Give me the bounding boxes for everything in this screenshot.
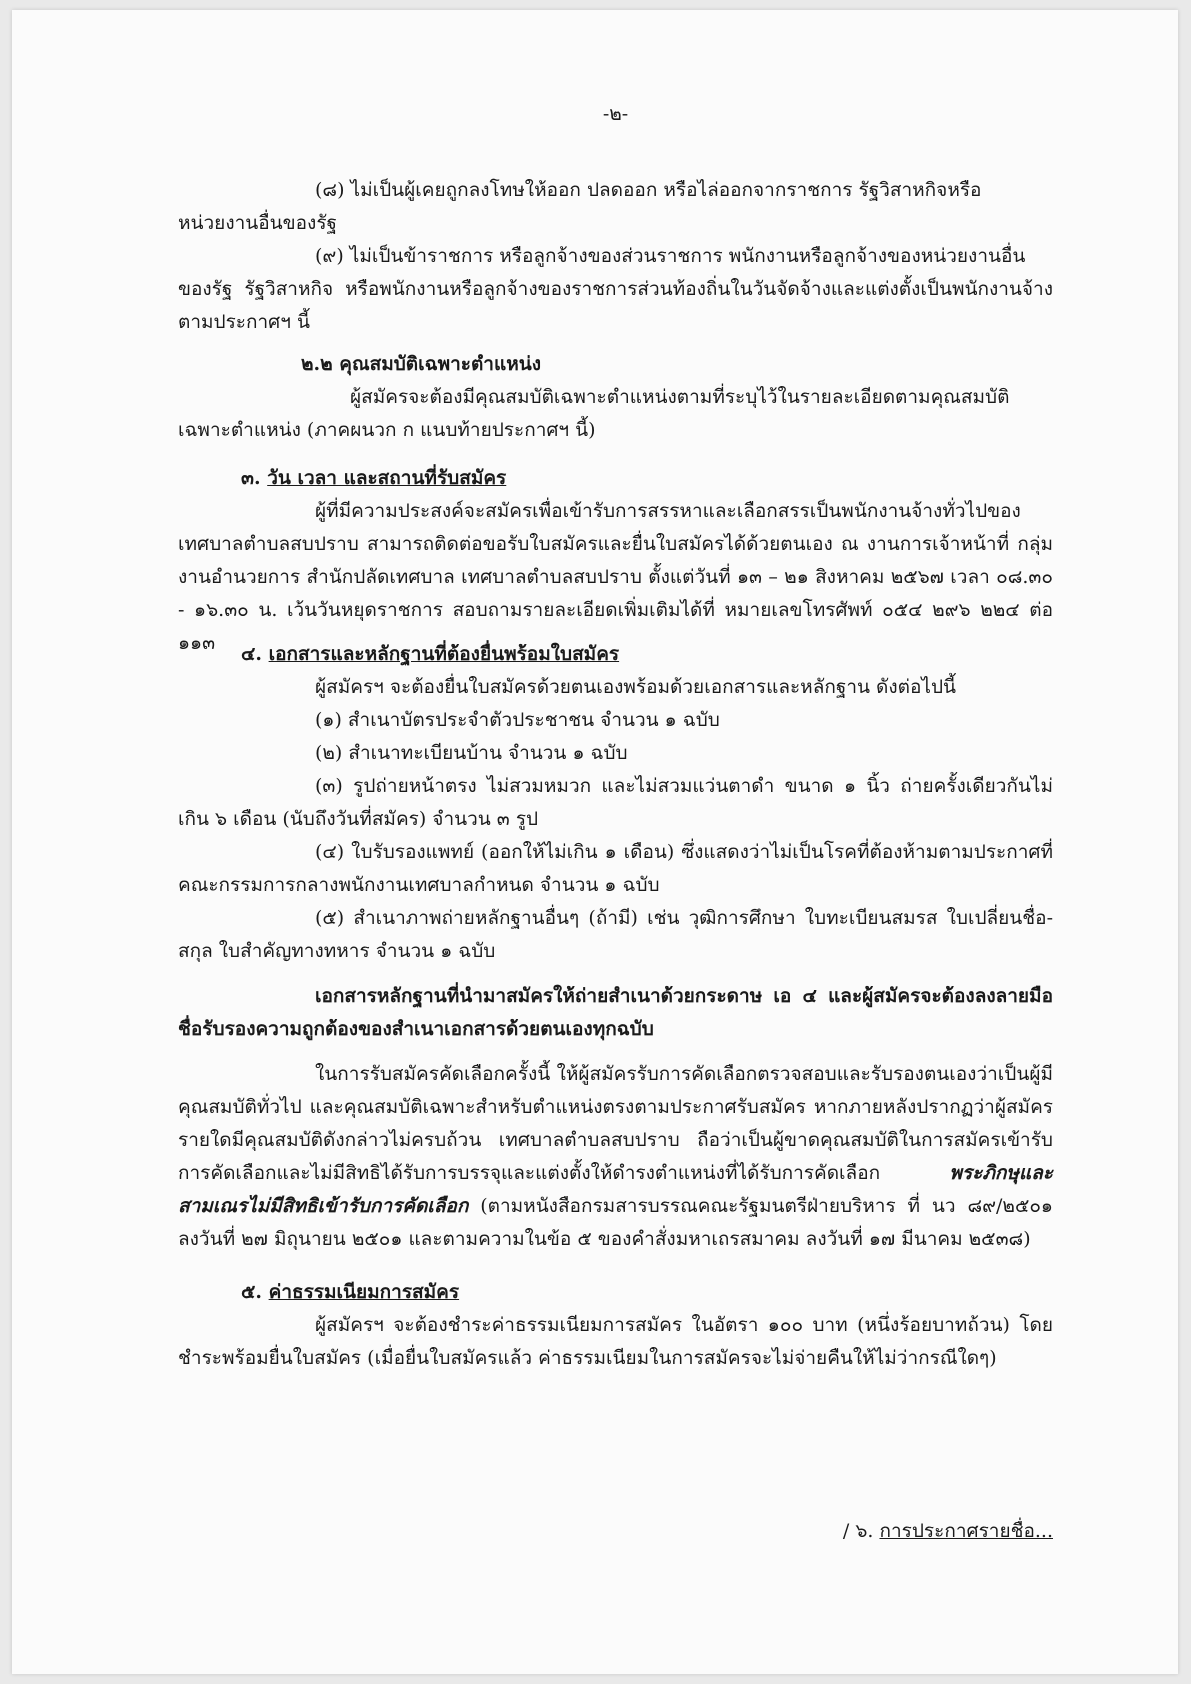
- paragraph-2-2: ผู้สมัครจะต้องมีคุณสมบัติเฉพาะตำแหน่งตามที่ระบุไว้ในรายละเอียดตามคุณสมบัติเฉพาะตำแหน่ง (ภาคผนวก ก แนบท้ายประกาศฯ นี้): [178, 386, 1010, 441]
- document-item-4: (๔) ใบรับรองแพทย์ (ออกให้ไม่เกิน ๑ เดือน) ซึ่งแสดงว่าไม่เป็นโรคที่ต้องห้ามตามประกาศที่คณะกรรมการกลางพนักงานเทศบาลกำหนด จำนวน ๑ ฉบับ: [178, 841, 1053, 896]
- section-4: [178, 638, 1053, 968]
- document-item-2: (๒) สำเนาทะเบียนบ้าน จำนวน ๑ ฉบับ: [315, 742, 628, 764]
- heading-5: ๕. ค่าธรรมเนียมการสมัคร: [241, 1281, 460, 1303]
- item-9: (๙) ไม่เป็นข้าราชการ หรือลูกจ้างของส่วนราชการ พนักงานหรือลูกจ้างของหน่วยงานอื่น: [315, 245, 1026, 267]
- page-number: -๒-: [602, 103, 629, 125]
- heading-2-2: ๒.๒ คุณสมบัติเฉพาะตำแหน่ง: [301, 353, 542, 375]
- verification-text: ในการรับสมัครคัดเลือกครั้งนี้ ให้ผู้สมัครรับการคัดเลือกตรวจสอบและรับรองตนเองว่าเป็นผู้มีคุณสมบัติทั่วไป และคุณสมบัติเฉพาะสำหรับตำแหน่งตรงตามประกาศรับสมัคร หากภายหลังปรากฏว่าผู้สมัครรายใดมีคุณสมบัติดังกล่าวไม่ครบถ้วน เทศบาลตำบลสบปราบ ถือว่าเป็นผู้ขาดคุณสมบัติในการสมัครเข้ารับการคัดเลือกและไม่มีสิทธิได้รับการบรรจุและแต่งตั้งให้ดำรงตำแหน่งที่ได้รับการคัดเลือก พระภิกษุและสามเณรไม่มีสิทธิเข้ารับการคัดเลือก (ตามหนังสือกรมสารบรรณคณะรัฐมนตรีฝ่ายบริหาร ที่ นว ๘๙/๒๕๐๑ ลงวันที่ ๒๗ มิถุนายน ๒๕๐๑ และตามความในข้อ ๕ ของคำสั่งมหาเถรสมาคม ลงวันที่ ๑๗ มีนาคม ๒๕๓๘): [178, 1063, 1053, 1250]
- section-5: [178, 1276, 1053, 1375]
- heading-3: ๓. วัน เวลา และสถานที่รับสมัคร: [241, 467, 507, 489]
- section-2-1-items: [178, 174, 1053, 339]
- bold-note: เอกสารหลักฐานที่นำมาสมัครให้ถ่ายสำเนาด้วยกระดาษ เอ ๔ และผู้สมัครจะต้องลงลายมือชื่อรับรองความถูกต้องของสำเนาเอกสารด้วยตนเองทุกฉบับ: [178, 985, 1053, 1040]
- paragraph-5: ผู้สมัครฯ จะต้องชำระค่าธรรมเนียมการสมัคร ในอัตรา ๑๐๐ บาท (หนึ่งร้อยบาทถ้วน) โดยชำระพร้อมยื่นใบสมัคร (เมื่อยื่นใบสมัครแล้ว ค่าธรรมเนียมในการสมัครจะไม่จ่ายคืนให้ไม่ว่ากรณีใดๆ): [178, 1314, 1053, 1369]
- document-page: [12, 10, 1178, 1674]
- paragraph-4: ผู้สมัครฯ จะต้องยื่นใบสมัครด้วยตนเองพร้อมด้วยเอกสารและหลักฐาน ดังต่อไปนี้: [315, 676, 956, 698]
- document-item-3: (๓) รูปถ่ายหน้าตรง ไม่สวมหมวก และไม่สวมแว่นตาดำ ขนาด ๑ นิ้ว ถ่ายครั้งเดียวกันไม่เกิน ๖ เดือน (นับถึงวันที่สมัคร) จำนวน ๓ รูป: [178, 775, 1053, 830]
- verification-paragraph: [178, 1058, 1053, 1256]
- copy-note: [178, 980, 1053, 1046]
- section-2-2: [178, 348, 1053, 447]
- paragraph-3: ผู้ที่มีความประสงค์จะสมัครเพื่อเข้ารับการสรรหาและเลือกสรรเป็นพนักงานจ้างทั่วไปของเทศบาลตำบลสบปราบ สามารถติดต่อขอรับใบสมัครและยื่นใบสมัครได้ด้วยตนเอง ณ งานการเจ้าหน้าที่ กลุ่มงานอำนวยการ สำนักปลัดเทศบาล เทศบาลตำบลสบปราบ ตั้งแต่วันที่ ๑๓ – ๒๑ สิงหาคม ๒๕๖๗ เวลา ๐๘.๓๐ - ๑๖.๓๐ น. เว้นวันหยุดราชการ สอบถามรายละเอียดเพิ่มเติมได้ที่ หมายเลขโทรศัพท์ ๐๕๔ ๒๙๖ ๒๒๔ ต่อ ๑๑๓: [178, 500, 1053, 654]
- heading-4: ๔. เอกสารและหลักฐานที่ต้องยื่นพร้อมใบสมัคร: [241, 643, 620, 665]
- continuation-footer: / ๖. การประกาศรายชื่อ...: [842, 1520, 1053, 1542]
- item-9-continuation: ของรัฐ รัฐวิสาหกิจ หรือพนักงานหรือลูกจ้างของราชการส่วนท้องถิ่นในวันจัดจ้างและแต่งตั้งเป็นพนักงานจ้างตามประกาศฯ นี้: [178, 278, 1053, 333]
- document-item-1: (๑) สำเนาบัตรประจำตัวประชาชน จำนวน ๑ ฉบับ: [315, 709, 720, 731]
- monk-exclusion: พระภิกษุและสามเณรไม่มีสิทธิเข้ารับการคัดเลือก: [178, 1162, 1053, 1217]
- document-item-5: (๕) สำเนาภาพถ่ายหลักฐานอื่นๆ (ถ้ามี) เช่น วุฒิการศึกษา ใบทะเบียนสมรส ใบเปลี่ยนชื่อ-สกุล ใบสำคัญทางทหาร จำนวน ๑ ฉบับ: [178, 907, 1053, 962]
- section-3: [178, 462, 1053, 660]
- item-8: (๘) ไม่เป็นผู้เคยถูกลงโทษให้ออก ปลดออก หรือไล่ออกจากราชการ รัฐวิสาหกิจหรือ หน่วยงานอื่นของรัฐ: [178, 179, 982, 234]
